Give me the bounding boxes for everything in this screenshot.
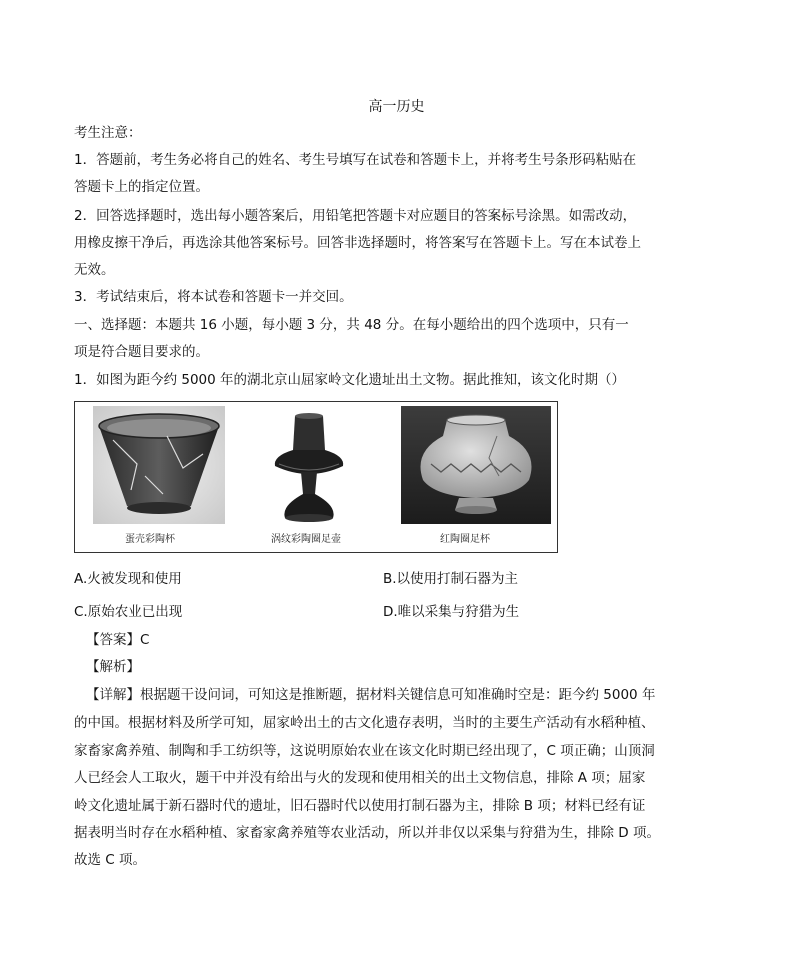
notice-heading: 考生注意： — [74, 125, 142, 141]
ring-foot-pot-photo — [265, 410, 353, 528]
notice-line: 用橡皮擦干净后，再选涂其他答案标号。回答非选择题时，将答案写在答题卡上。写在本试卷上 — [74, 235, 641, 251]
answer-line: 【答案】C — [86, 632, 150, 648]
red-pottery-cup-photo — [401, 406, 551, 524]
detail-line: 故选 C 项。 — [74, 852, 147, 868]
notice-line: 无效。 — [74, 262, 115, 278]
notice-line: 1．答题前，考生务必将自己的姓名、考生号填写在试卷和答题卡上，并将考生号条形码粘贴在 — [74, 152, 637, 168]
detail-line: 的中国。根据材料及所学可知，屈家岭出土的古文化遗存表明，当时的主要生产活动有水稻种植、 — [74, 715, 655, 731]
detail-line: 人已经会人工取火，题干中并没有给出与火的发现和使用相关的出土文物信息，排除 A 项；屈家 — [74, 770, 646, 786]
figure-caption: 涡纹彩陶圈足壶 — [271, 534, 341, 545]
page-title: 高一历史 — [368, 99, 425, 115]
detail-line: 家畜家禽养殖、制陶和手工纺织等，这说明原始农业在该文化时期已经出现了，C 项正确；山顶洞 — [74, 743, 655, 759]
section-instruction: 项是符合题目要求的。 — [74, 344, 209, 360]
eggshell-cup-photo — [93, 406, 225, 524]
analysis-label: 【解析】 — [86, 659, 140, 675]
artifact-figure — [74, 401, 558, 553]
detail-line: 岭文化遗址属于新石器时代的遗址，旧石器时代以使用打制石器为主，排除 B 项；材料已经有证 — [74, 798, 646, 814]
option-a: A.火被发现和使用 — [74, 571, 182, 587]
figure-caption: 蛋壳彩陶杯 — [125, 534, 175, 545]
section-instruction: 一、选择题：本题共 16 小题，每小题 3 分，共 48 分。在每小题给出的四个选项中，只有一 — [74, 317, 629, 333]
detail-line: 【详解】根据题干设问词，可知这是推断题，据材料关键信息可知准确时空是：距今约 5000 年 — [86, 687, 656, 703]
notice-line: 3．考试结束后，将本试卷和答题卡一并交回。 — [74, 289, 353, 305]
option-b: B.以使用打制石器为主 — [383, 571, 519, 587]
notice-line: 答题卡上的指定位置。 — [74, 179, 209, 195]
option-d: D.唯以采集与狩猎为生 — [383, 604, 520, 620]
notice-line: 2．回答选择题时，选出每小题答案后，用铅笔把答题卡对应题目的答案标号涂黑。如需改动， — [74, 208, 637, 224]
detail-line: 据表明当时存在水稻种植、家畜家禽养殖等农业活动，所以并非仅以采集与狩猎为生，排除 D 项。 — [74, 825, 660, 841]
question-stem: 1．如图为距今约 5000 年的湖北京山屈家岭文化遗址出土文物。据此推知，该文化时期（） — [74, 372, 626, 388]
option-c: C.原始农业已出现 — [74, 604, 183, 620]
figure-caption: 红陶圈足杯 — [440, 534, 490, 545]
